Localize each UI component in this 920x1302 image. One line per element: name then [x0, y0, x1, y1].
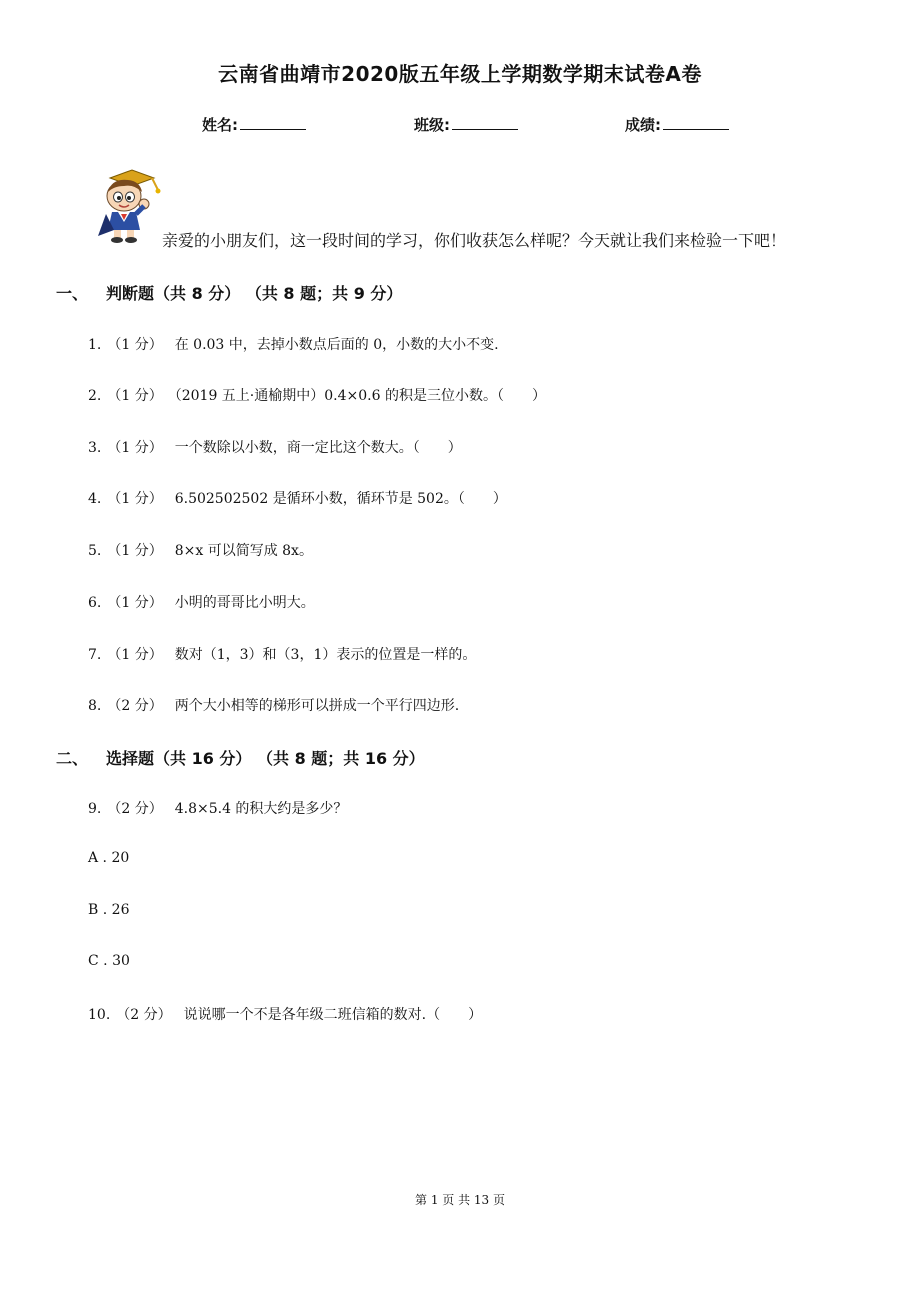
- question-number: 8.: [88, 698, 102, 714]
- question-number: 9.: [88, 801, 102, 817]
- score-label: 成绩:: [625, 116, 661, 134]
- name-field: [202, 114, 306, 135]
- option-text: 26: [111, 902, 130, 918]
- question-score: （2 分）: [107, 801, 163, 817]
- question-score: （1 分）: [107, 595, 163, 611]
- option-letter: B .: [88, 902, 108, 918]
- question-number: 6.: [88, 595, 102, 611]
- question-number: 1.: [88, 337, 102, 353]
- option-text: 30: [112, 953, 130, 969]
- question-text: 6.502502502 是循环小数，循环节是 502。（ ）: [174, 491, 507, 507]
- option-text: 20: [111, 850, 130, 866]
- question-number: 3.: [88, 440, 102, 456]
- question-score: （1 分）: [107, 647, 163, 663]
- option-b: [88, 902, 129, 918]
- question-score: （2 分）: [116, 1007, 172, 1023]
- question-score: （1 分）: [107, 388, 163, 404]
- name-blank: [240, 115, 306, 130]
- name-label: 姓名:: [202, 116, 238, 134]
- section-1-heading: [56, 281, 402, 304]
- question-score: （1 分）: [107, 337, 163, 353]
- option-letter: C .: [88, 953, 108, 969]
- question-text: 两个大小相等的梯形可以拼成一个平行四边形.: [174, 698, 460, 714]
- mascot-illustration: [88, 164, 168, 244]
- question-4: [88, 488, 507, 508]
- option-c: [88, 953, 130, 969]
- question-text: 4.8×5.4 的积大约是多少？: [174, 801, 348, 817]
- score-blank: [663, 115, 729, 130]
- greeting-text: 亲爱的小朋友们，这一段时间的学习，你们收获怎么样呢？今天就让我们来检验一下吧！: [162, 231, 787, 250]
- question-score: （1 分）: [107, 440, 163, 456]
- section-2-heading: [56, 746, 425, 769]
- question-text: 小明的哥哥比小明大。: [174, 595, 315, 611]
- page-title: 云南省曲靖市2020版五年级上学期数学期末试卷A卷: [218, 62, 702, 86]
- question-number: 10.: [88, 1007, 111, 1023]
- page-footer: 第 1 页 共 13 页: [415, 1193, 505, 1207]
- section-1-number: 一、: [56, 284, 89, 303]
- question-8: [88, 695, 459, 715]
- option-letter: A .: [88, 850, 108, 866]
- question-text: 一个数除以小数，商一定比这个数大。（ ）: [174, 440, 462, 456]
- question-6: [88, 592, 315, 612]
- question-text: 说说哪一个不是各年级二班信箱的数对.（ ）: [183, 1007, 483, 1023]
- class-label: 班级:: [414, 116, 450, 134]
- section-1-title: 判断题（共 8 分） （共 8 题；共 9 分）: [106, 284, 403, 303]
- question-text: 8×x 可以简写成 8x。: [174, 543, 313, 559]
- question-number: 5.: [88, 543, 102, 559]
- question-score: （1 分）: [107, 543, 163, 559]
- question-5: [88, 540, 313, 560]
- question-2: [88, 385, 546, 405]
- question-text: 在 0.03 中，去掉小数点后面的 0，小数的大小不变.: [174, 337, 499, 353]
- question-1: [88, 334, 499, 354]
- question-10: [88, 1004, 482, 1024]
- question-score: （1 分）: [107, 491, 163, 507]
- question-3: [88, 437, 462, 457]
- question-9: [88, 798, 347, 818]
- question-7: [88, 644, 476, 664]
- question-score: （2 分）: [107, 698, 163, 714]
- score-field: [625, 114, 729, 135]
- question-number: 4.: [88, 491, 102, 507]
- question-number: 7.: [88, 647, 102, 663]
- section-2-title: 选择题（共 16 分） （共 8 题；共 16 分）: [106, 749, 425, 768]
- question-text: （2019 五上·通榆期中）0.4×0.6 的积是三位小数。（ ）: [174, 388, 546, 404]
- question-text: 数对（1，3）和（3，1）表示的位置是一样的。: [174, 647, 477, 663]
- question-number: 2.: [88, 388, 102, 404]
- class-field: [414, 114, 518, 135]
- class-blank: [452, 115, 518, 130]
- option-a: [88, 850, 129, 866]
- section-2-number: 二、: [56, 749, 89, 768]
